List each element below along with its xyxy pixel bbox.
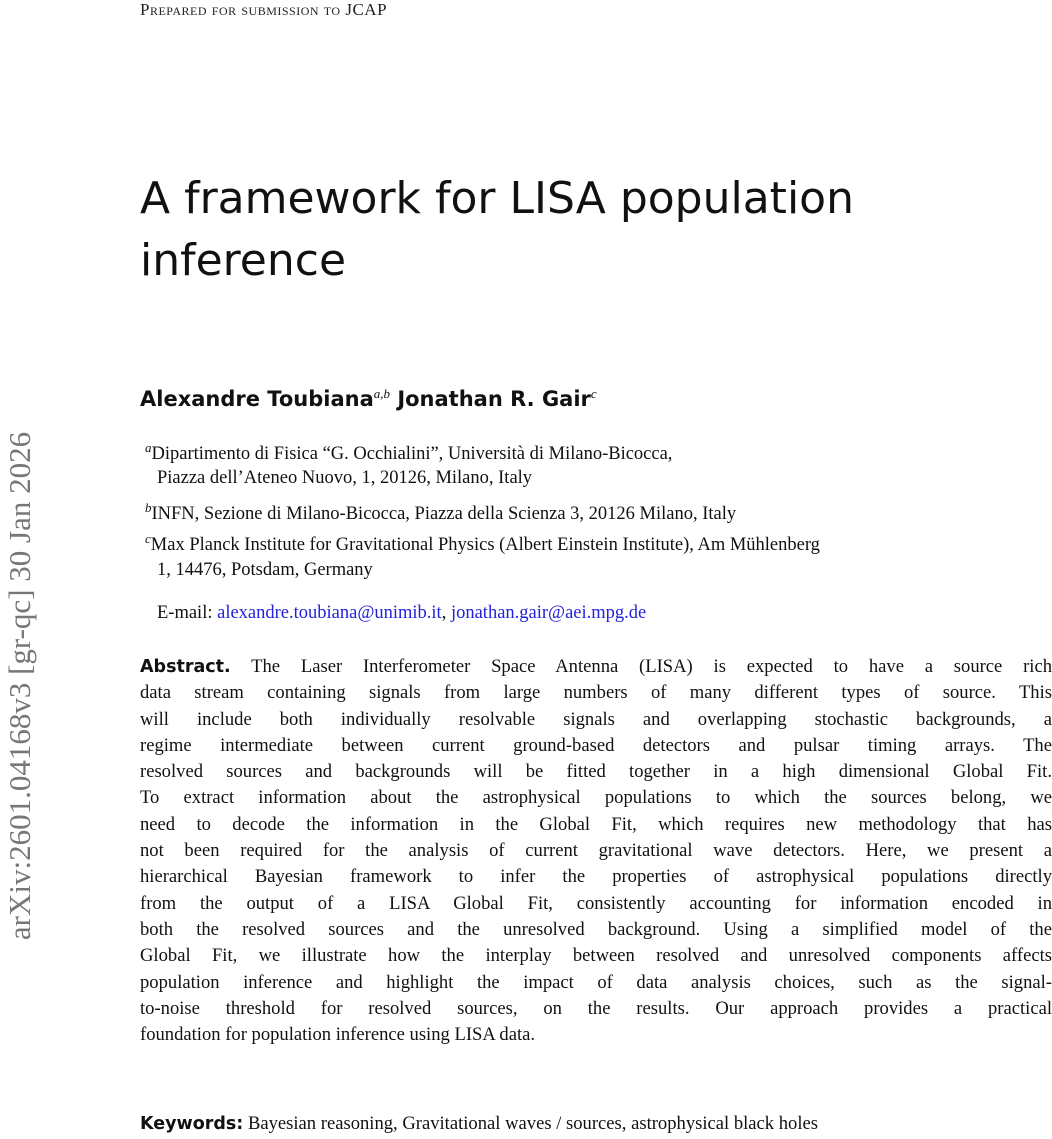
abstract-text: The Laser Interferometer Space Antenna (LISA) is expected to have a source rich xyxy=(251,656,1052,677)
affil-mark: a xyxy=(145,440,152,455)
abstract-line: hierarchical Bayesian framework to infer the properties of astrophysical populations directly xyxy=(140,866,1052,888)
abstract-line: will include both individually resolvable signals and overlapping stochastic backgrounds, a xyxy=(140,708,1052,730)
affiliation-cont: Piazza dell’Ateneo Nuovo, 1, 20126, Milano, Italy xyxy=(157,468,533,488)
affil-text: Max Planck Institute for Gravitational Physics (Albert Einstein Institute), Am Mühlenberg xyxy=(150,535,820,556)
author-name: Alexandre Toubiana xyxy=(140,387,374,411)
affiliation xyxy=(145,440,672,465)
abstract-line: data stream containing signals from large numbers of many different types of source. This xyxy=(140,682,1052,704)
email-link[interactable]: jonathan.gair@aei.mpg.de xyxy=(450,603,647,623)
abstract-line: from the output of a LISA Global Fit, consistently accounting for information encoded in xyxy=(140,892,1052,914)
abstract-line: not been required for the analysis of current gravitational wave detectors. Here, we present a xyxy=(140,840,1052,862)
affiliation-cont: 1, 14476, Potsdam, Germany xyxy=(157,560,373,580)
abstract-line: Global Fit, we illustrate how the interplay between resolved and unresolved components affects xyxy=(140,945,1052,967)
abstract-heading: Abstract. xyxy=(140,657,231,677)
abstract-line: to-noise threshold for resolved sources, on the results. Our approach provides a practical xyxy=(140,997,1052,1019)
affil-text: INFN, Sezione di Milano-Bicocca, Piazza della Scienza 3, 20126 Milano, Italy xyxy=(151,504,737,525)
author-list xyxy=(140,386,597,411)
affil-text: Dipartimento di Fisica “G. Occhialini”, Università di Milano-Bicocca, xyxy=(151,444,673,465)
abstract-line: need to decode the information in the Global Fit, which requires new methodology that has xyxy=(140,813,1052,835)
author-affil-mark: a,b xyxy=(373,386,390,401)
abstract-line: both the resolved sources and the unresolved background. Using a simplified model of the xyxy=(140,918,1052,940)
abstract xyxy=(140,654,1052,1048)
keywords-text: Bayesian reasoning, Gravitational waves / sources, astrophysical black holes xyxy=(247,1113,818,1134)
email-link[interactable]: alexandre.toubiana@unimib.it xyxy=(217,603,442,623)
separator: , xyxy=(441,603,451,623)
journal-header: Prepared for submission to JCAP xyxy=(140,0,388,19)
abstract-line: population inference and highlight the impact of data analysis choices, such as the signal- xyxy=(140,971,1052,993)
abstract-line xyxy=(140,654,1052,680)
email-line xyxy=(157,603,646,624)
email-label: E-mail: xyxy=(157,603,213,623)
abstract-line: regime intermediate between current ground-based detectors and pulsar timing arrays. The xyxy=(140,734,1052,756)
title-line: A framework for LISA population xyxy=(140,173,854,224)
abstract-line: resolved sources and backgrounds will be fitted together in a high dimensional Global Fit. xyxy=(140,761,1052,783)
affil-mark: b xyxy=(145,500,152,515)
abstract-line: To extract information about the astrophysical populations to which the sources belong, we xyxy=(140,787,1052,809)
title-line: inference xyxy=(140,235,347,286)
affiliation xyxy=(145,500,736,525)
affiliation xyxy=(145,531,820,556)
keywords xyxy=(140,1113,818,1135)
paper-title xyxy=(140,168,1040,292)
arxiv-identifier: arXiv:2601.04168v3 [gr-qc] 30 Jan 2026 xyxy=(2,431,37,941)
author-affil-mark: c xyxy=(590,386,597,401)
author-name: Jonathan R. Gair xyxy=(397,387,591,411)
abstract-line: foundation for population inference using LISA data. xyxy=(140,1024,536,1046)
affil-mark: c xyxy=(145,531,151,546)
keywords-heading: Keywords: xyxy=(140,1114,244,1134)
